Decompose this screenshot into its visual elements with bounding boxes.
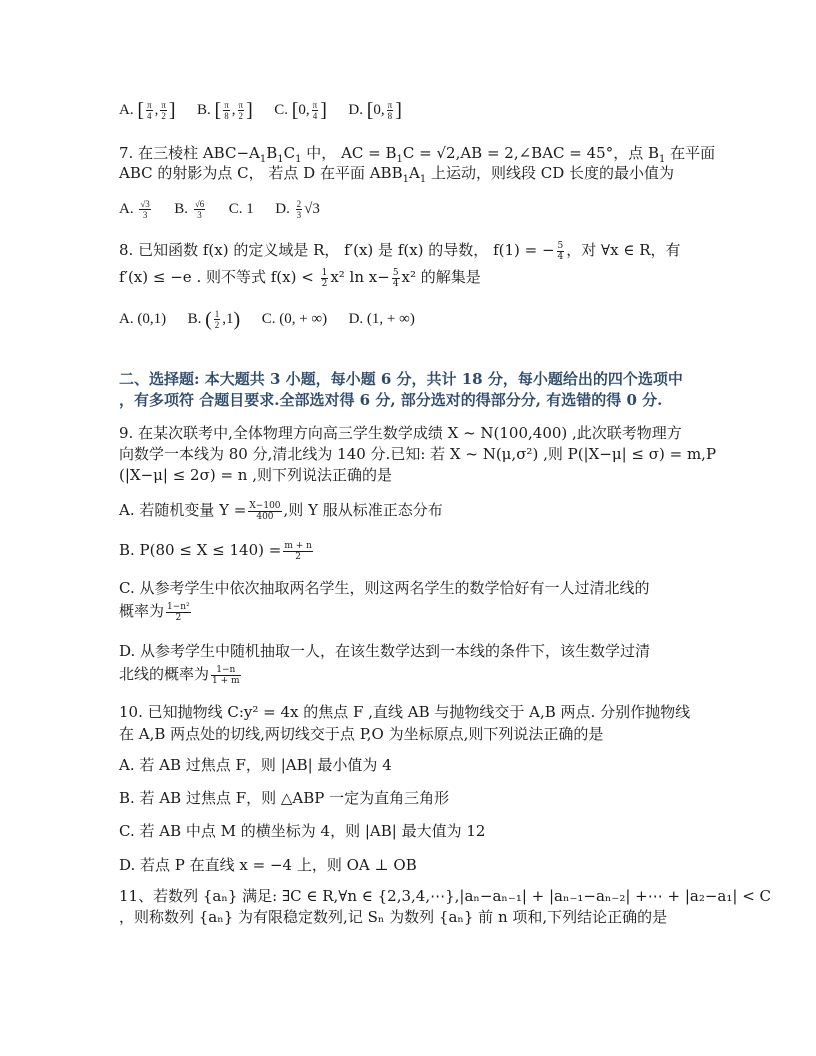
q9-option-d-line-1: D. 从参考学生中随机抽取一人，在该生数学达到一本线的条件下，该生数学过清: [119, 642, 651, 660]
q7-stem-line-1: 7. 在三棱柱 $ABC-A_1B_1C_1$ 中， AC = $B_1C = √2,AB$ = 2,∠BAC = 45°，点 $B_1$ 在平面: [119, 144, 716, 165]
q9-stem-line-2: 向数学一本线为 80 分,清北线为 140 分.已知: 若 X ~ N(μ,σ²) ,则 P(|X−μ| ≤ σ) = m,P: [119, 445, 717, 463]
q9-stem-line-1: 9. 在某次联考中,全体物理方向高三学生数学成绩 X ~ N(100,400) ,此次联考物理方: [119, 424, 682, 442]
q8-option-c: C. (0, + ∞): [261, 311, 328, 327]
q10-stem-line-1: 10. 已知抛物线 C:y² = 4x 的焦点 F ,直线 AB 与抛物线交于 A,B 两点. 分别作抛物线: [119, 703, 691, 721]
q11-stem-line-2: ，则称数列 {aₙ} 为有限稳定数列,记 Sₙ 为数列 {aₙ} 前 n 项和,下列结论正确的是: [119, 908, 668, 926]
q7-stem-line-2: ABC 的射影为点 C， 若点 D 在平面 $ABB_1A_1$ 上运动，则线段 CD 长度的最小值为: [119, 164, 675, 185]
q8-option-d: D. (1, + ∞): [348, 311, 415, 327]
q8-stem-line-2: f′(x) ≤ −e . 则不等式 f(x) < $\frac{1}{2}$ x² ln x− $\frac{5}{4}$ x² 的解集是: [119, 267, 481, 289]
q9-option-b: B. P(80 ≤ X ≤ 140) = $\frac{m + n}{2}$: [119, 540, 312, 562]
q7-option-c: C. 1: [228, 201, 254, 217]
q7-option-b-label: B.: [174, 201, 189, 217]
q10-option-b: B. 若 AB 过焦点 F，则 △ABP 一定为直角三角形: [119, 789, 450, 807]
q10-option-d: D. 若点 P 在直线 x = −4 上，则 OA ⊥ OB: [119, 856, 417, 874]
q11-stem-line-1: 11、若数列 {aₙ} 满足: ∃C ∈ R,∀n ∈ {2,3,4,⋯},|aₙ−aₙ₋₁| + |aₙ₋₁−aₙ₋₂| +⋯ + |a₂−a₁| < C: [119, 887, 772, 905]
q6-option-c-label: C.: [274, 102, 288, 118]
q6-option-a-label: A.: [119, 102, 134, 118]
q7-option-d-label: D.: [275, 201, 290, 217]
q8-option-b-label: B.: [187, 311, 202, 327]
q8-options: A. (0,1) B. ( $\frac{1}{2}$ ,1) C. (0, + ∞) D. (1, + ∞): [119, 308, 415, 331]
q8-option-a: A. (0,1): [119, 311, 167, 327]
q6-options: A. [ $\frac{\pi}{4}$ , $\frac{\pi}{2}$ ] B. [ $\frac{\pi}{8}$ , $\frac{\pi}{2}$ ] C. [0, $\frac{\pi}{4}$ ] D. [0, $\frac{\pi}{8}$ ]: [119, 99, 402, 122]
q9-option-a: A. 若随机变量 Y = $\frac{X-100}{400}$ ,则 Y 服从标准正态分布: [119, 500, 443, 522]
q10-option-c: C. 若 AB 中点 M 的横坐标为 4，则 |AB| 最大值为 12: [119, 822, 486, 840]
q7-option-a-label: A.: [119, 201, 134, 217]
q8-stem-line-1: 8. 已知函数 f(x) 的定义域是 R， f′(x) 是 f(x) 的导数， f(1) = − $\frac{5}{4}$ ，对 ∀x ∈ R，有: [119, 240, 681, 262]
q9-option-c-line-1: C. 从参考学生中依次抽取两名学生，则这两名学生的数学恰好有一人过清北线的: [119, 579, 650, 597]
q9-option-c-line-2: 概率为 $\frac{\text{1−n²}}{2}$: [119, 601, 190, 623]
q10-stem-line-2: 在 A,B 两点处的切线,两切线交于点 P,O 为坐标原点,则下列说法正确的是: [119, 725, 604, 743]
q10-option-a: A. 若 AB 过焦点 F，则 |AB| 最小值为 4: [119, 756, 392, 774]
q9-option-d-line-2: 北线的概率为 $\frac{1-n}{1 + m}$: [119, 664, 240, 686]
q7-options: A. $\frac{√3}{3}$ B. $\frac{√6}{3}$ C. 1 D. $\frac{2}{3}$ √3: [119, 199, 320, 221]
q9-stem-line-3: (|X−μ| ≤ 2σ) = n ,则下列说法正确的是: [119, 466, 392, 484]
section-2-heading-line-2: ，有多项符 合题目要求.全部选对得 6 分, 部分选对的得部分分, 有选错的得 0 分.: [119, 391, 663, 409]
section-2-heading-line-1: 二、选择题: 本大题共 3 小题，每小题 6 分，共计 18 分，每小题给出的四个选项中: [119, 370, 683, 388]
q6-option-b-label: B.: [197, 102, 211, 118]
q6-option-d-label: D.: [348, 102, 363, 118]
